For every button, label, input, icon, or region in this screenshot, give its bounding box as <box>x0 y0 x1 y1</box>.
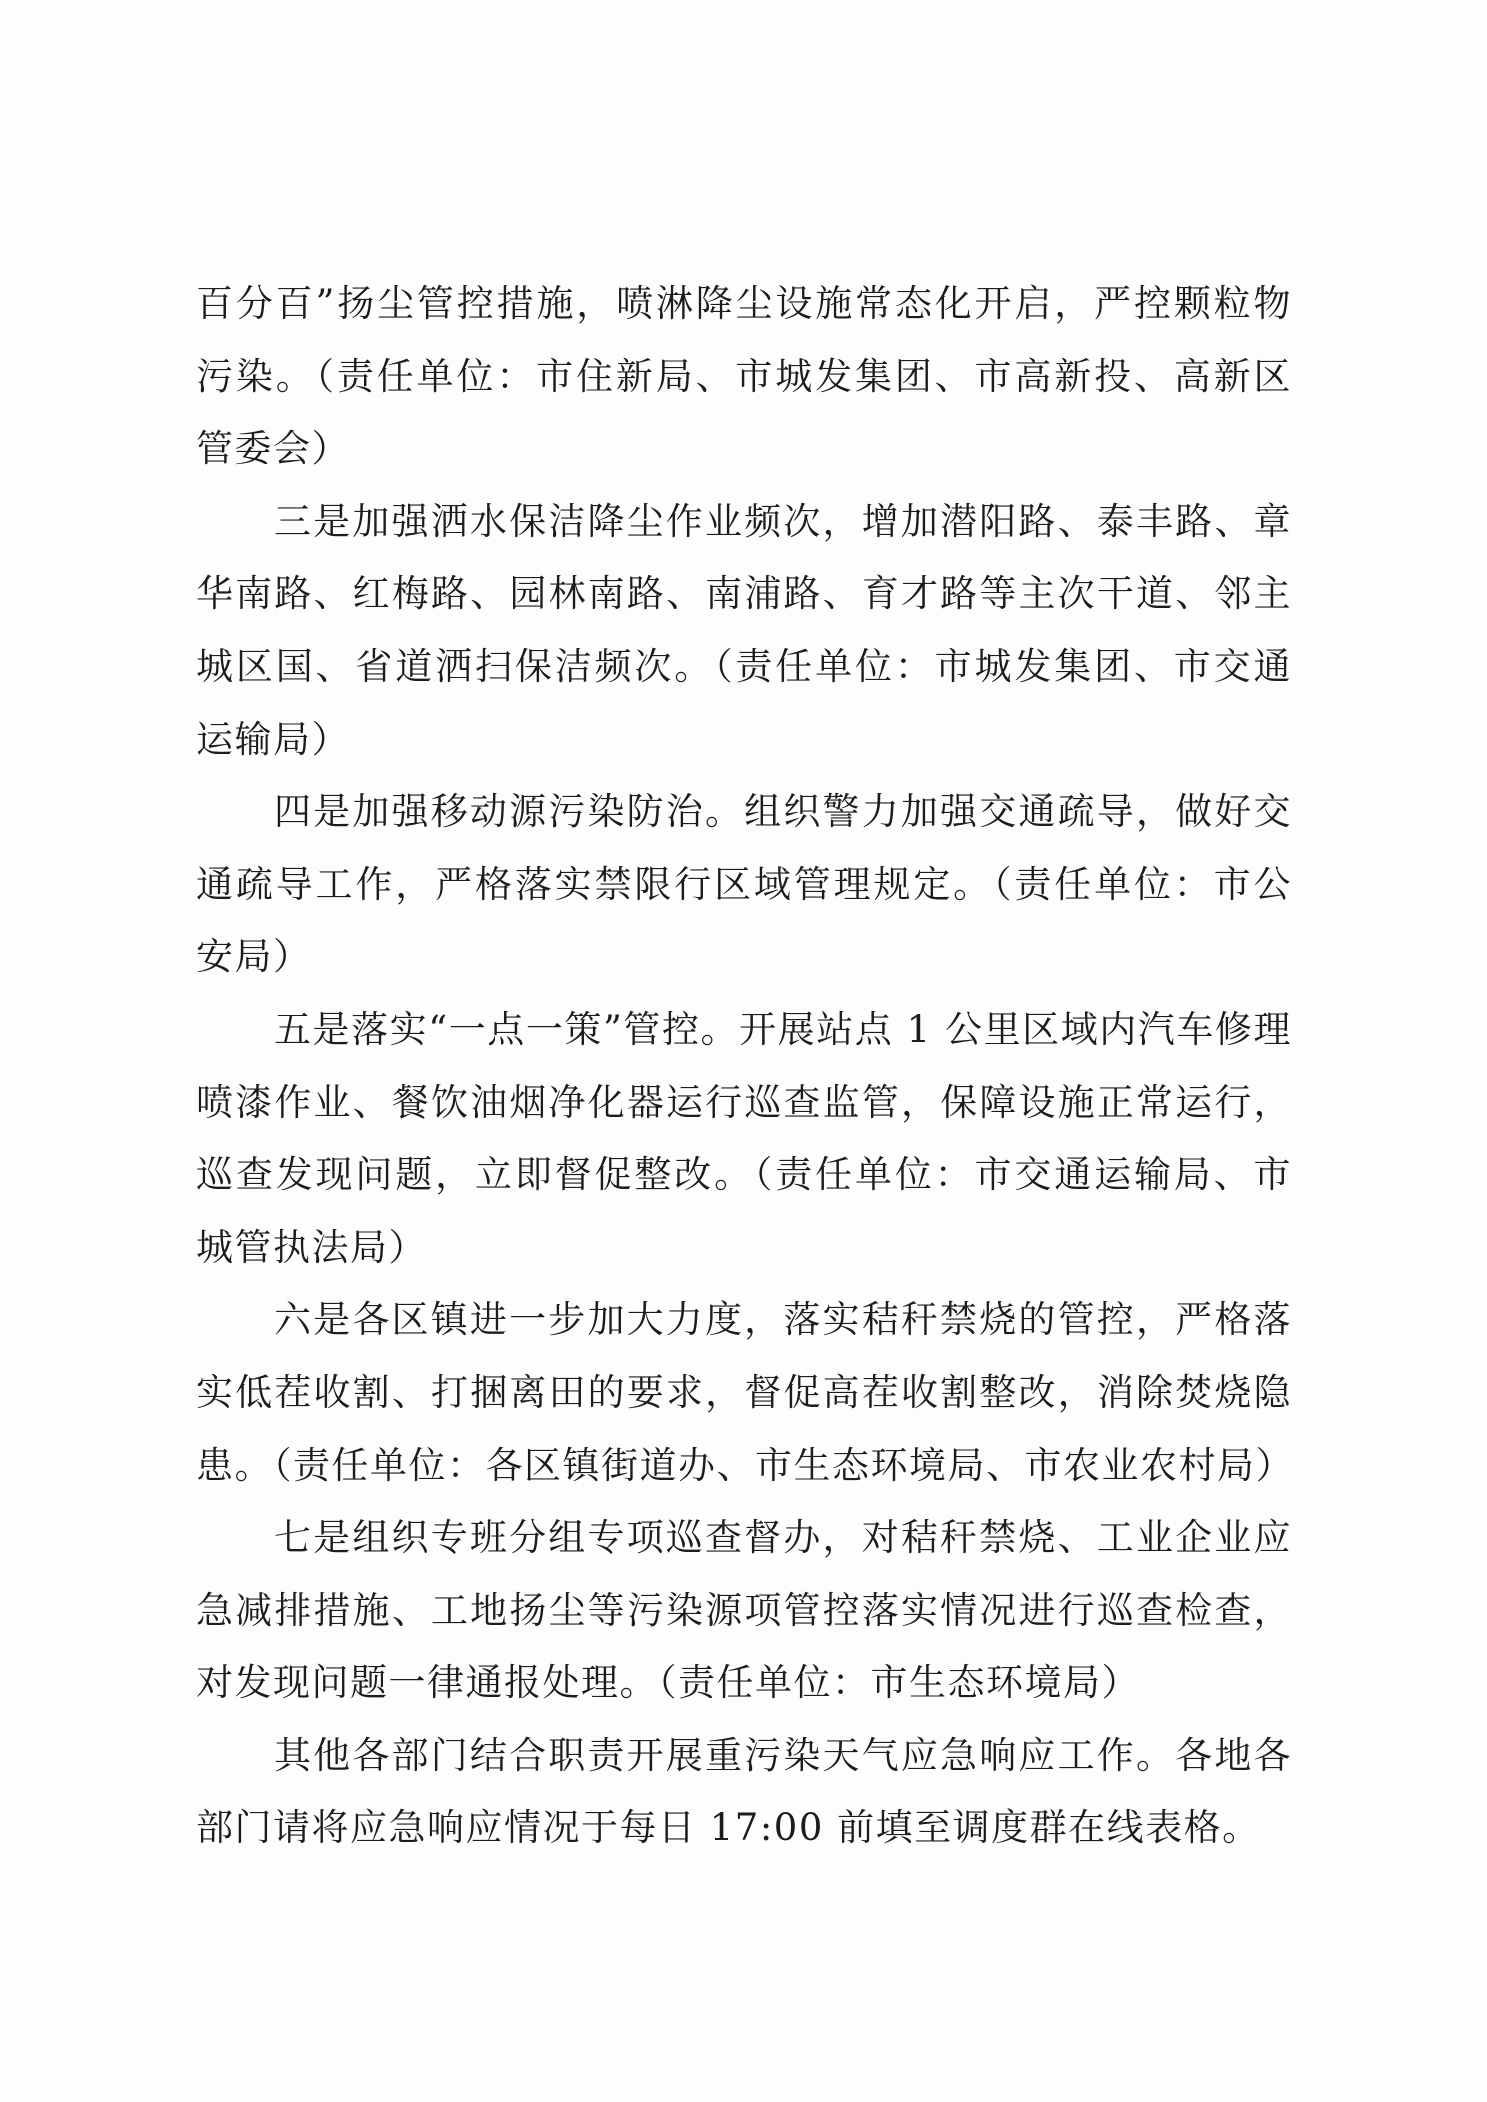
paragraph-item-six: 六是各区镇进一步加大力度，落实秸秆禁烧的管控，严格落实低茬收割、打捆离田的要求，督促高茬收割整改，消除焚烧隐患。（责任单位：各区镇街道办、市生态环境局、市农业农村局） <box>196 1298 1294 1487</box>
paragraph-continued-measures: 百分百”扬尘管控措施，喷淋降尘设施常态化开启，严控颗粒物污染。（责任单位：市住新局、市城发集团、市高新投、高新区管委会） <box>196 282 1292 471</box>
paragraph-item-three: 三是加强洒水保洁降尘作业频次，增加潜阳路、泰丰路、章华南路、红梅路、园林南路、南浦路、育才路等主次干道、邻主城区国、省道洒扫保洁频次。（责任单位：市城发集团、市交通运输局） <box>196 499 1292 761</box>
paragraph-item-five: 五是落实“一点一策”管控。开展站点 1 公里区域内汽车修理喷漆作业、餐饮油烟净化器运行巡查监管，保障设施正常运行，巡查发现问题，立即督促整改。（责任单位：市交通运输局、市城管执法局） <box>196 1007 1292 1269</box>
document-body <box>196 268 1292 1865</box>
paragraph-item-seven: 七是组织专班分组专项巡查督办，对秸秆禁烧、工业企业应急减排措施、工地扬尘等污染源项管控落实情况进行巡查检查，对发现问题一律通报处理。（责任单位：市生态环境局） <box>196 1516 1292 1705</box>
paragraph-item-four: 四是加强移动源污染防治。组织警力加强交通疏导，做好交通疏导工作，严格落实禁限行区域管理规定。（责任单位：市公安局） <box>196 790 1292 979</box>
paragraph-other-departments: 其他各部门结合职责开展重污染天气应急响应工作。各地各部门请将应急响应情况于每日 17:00 前填至调度群在线表格。 <box>196 1733 1292 1850</box>
